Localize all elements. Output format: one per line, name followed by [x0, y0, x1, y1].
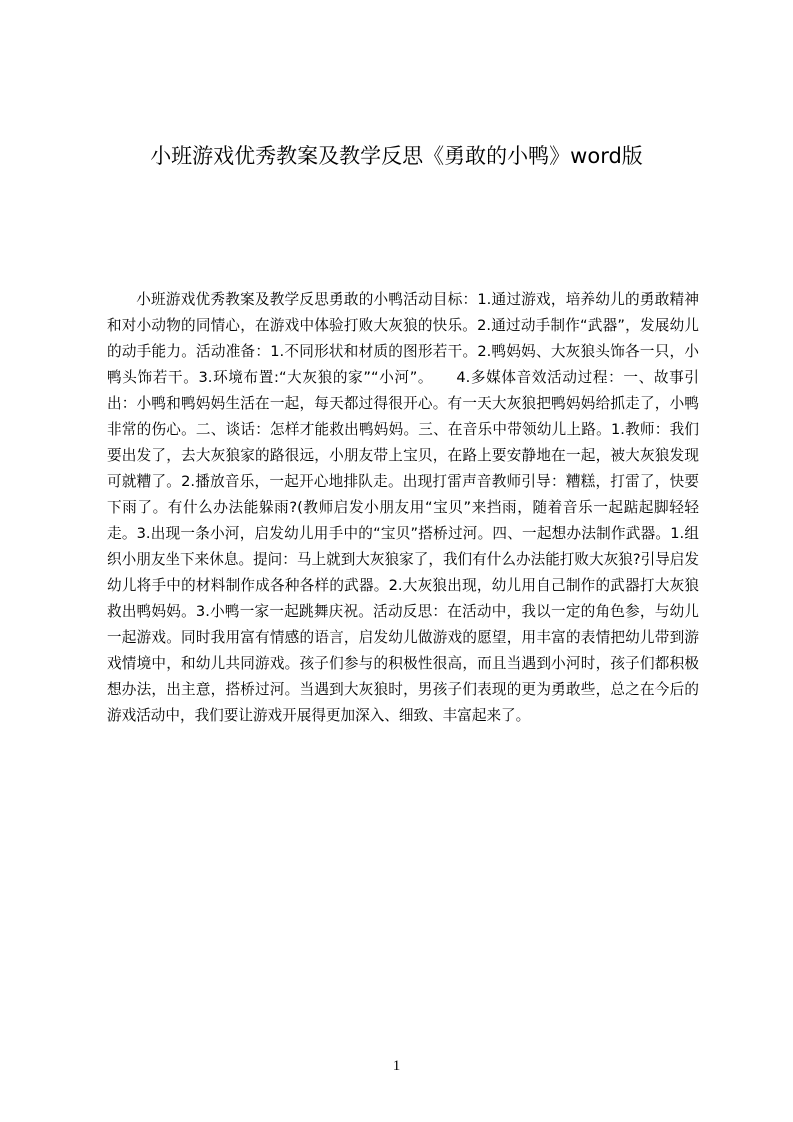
document-body-paragraph: 小班游戏优秀教案及教学反思勇敢的小鸭活动目标：1.通过游戏，培养幼儿的勇敢精神和对小动物的同情心，在游戏中体验打败大灰狼的快乐。2.通过动手制作“武器”，发展幼儿的动手能力。活动准备：1.不同形状和材质的图形若干。2.鸭妈妈、大灰狼头饰各一只，小鸭头饰若干。3.环境布置:“大灰狼的家”“小河”。 4.多媒体音效活动过程：一、故事引出：小鸭和鸭妈妈生活在一起，每天都过得很开心。有一天大灰狼把鸭妈妈给抓走了，小鸭非常的伤心。二、谈话：怎样才能救出鸭妈妈。三、在音乐中带领幼儿上路。1.教师：我们要出发了，去大灰狼家的路很远，小朋友带上宝贝，在路上要安静地在一起，被大灰狼发现可就糟了。2.播放音乐，一起开心地排队走。出现打雷声音教师引导：糟糕，打雷了，快要下雨了。有什么办法能躲雨?(教师启发小朋友用“宝贝”来挡雨，随着音乐一起踮起脚轻轻走。3.出现一条小河，启发幼儿用手中的“宝贝”搭桥过河。四、一起想办法制作武器。1.组织小朋友坐下来休息。提问：马上就到大灰狼家了，我们有什么办法能打败大灰狼?引导启发幼儿将手中的材料制作成各种各样的武器。2.大灰狼出现，幼儿用自己制作的武器打大灰狼救出鸭妈妈。3.小鸭一家一起跳舞庆祝。活动反思：在活动中，我以一定的角色参，与幼儿一起游戏。同时我用富有情感的语言，启发幼儿做游戏的愿望，用丰富的表情把幼儿带到游戏情境中，和幼儿共同游戏。孩子们参与的积极性很高，而且当遇到小河时，孩子们都积极想办法，出主意，搭桥过河。当遇到大灰狼时，男孩子们表现的更为勇敢些，总之在今后的游戏活动中，我们要让游戏开展得更加深入、细致、丰富起来了。	[107, 291, 699, 724]
page-number: 1	[392, 1058, 401, 1074]
document-title: 小班游戏优秀教案及教学反思《勇敢的小鸭》word版	[150, 144, 643, 168]
